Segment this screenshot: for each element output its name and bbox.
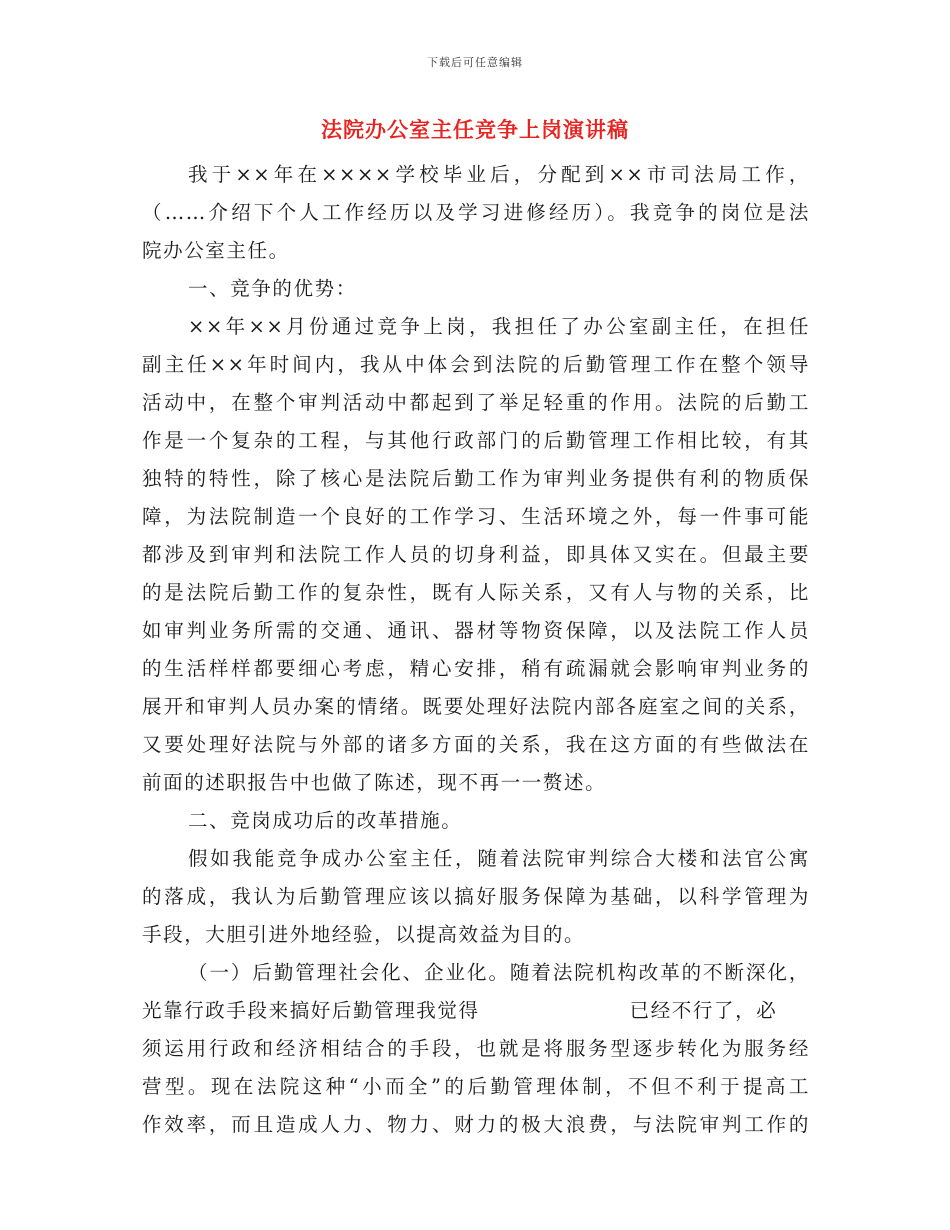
document-body (142, 156, 810, 1144)
paragraph-line: 都涉及到审判和法院工作人员的切身利益，即具体又实在。但最主要 (142, 543, 810, 566)
paragraph-line: 障，为法院制造一个良好的工作学习、生活环境之外，每一件事可能 (142, 505, 810, 528)
paragraph-line: 展开和审判人员办案的情绪。既要处理好法院内部各庭室之间的关系， (142, 695, 810, 718)
paragraph-line: 的生活样样都要细心考虑，精心安排，稍有疏漏就会影响审判业务的 (142, 657, 810, 680)
line-segment-right: 已经不行了，必 (629, 999, 778, 1022)
paragraph-line: 活动中，在整个审判活动中都起到了举足轻重的作用。法院的后勤工 (142, 391, 810, 414)
paragraph-line: 我于××年在××××学校毕业后，分配到××市司法局工作， (188, 163, 810, 186)
paragraph-line: 院办公室主任。 (142, 239, 290, 262)
paragraph-line: 的落成，我认为后勤管理应该以搞好服务保障为基础，以科学管理为 (142, 885, 810, 908)
paragraph-line: 前面的述职报告中也做了陈述，现不再一一赘述。 (142, 771, 607, 794)
paragraph-line: 如审判业务所需的交通、通讯、器材等物资保障，以及法院工作人员 (142, 619, 810, 642)
paragraph-line: 的是法院后勤工作的复杂性，既有人际关系，又有人与物的关系，比 (142, 581, 810, 604)
line-segment-left: 光靠行政手段来搞好后勤管理我觉得 (142, 999, 480, 1022)
paragraph-line: （……介绍下个人工作经历以及学习进修经历）。我竞争的岗位是法 (142, 201, 810, 224)
paragraph-line: 须运用行政和经济相结合的手段，也就是将服务型逐步转化为服务经 (142, 1037, 810, 1060)
paragraph-line: 副主任××年时间内，我从中体会到法院的后勤管理工作在整个领导 (142, 353, 810, 376)
section-heading: 一、竞争的优势： (188, 277, 357, 300)
paragraph-line-split (142, 992, 810, 1030)
header-note: 下载后可任意编辑 (427, 56, 523, 69)
paragraph-line: 作是一个复杂的工程，与其他行政部门的后勤管理工作相比较，有其 (142, 429, 810, 452)
paragraph-line: 作效率，而且造成人力、物力、财力的极大浪费，与法院审判工作的 (142, 1113, 810, 1136)
paragraph-line: 又要处理好法院与外部的诸多方面的关系，我在这方面的有些做法在 (142, 733, 810, 756)
paragraph-line: 手段，大胆引进外地经验，以提高效益为目的。 (142, 923, 586, 946)
document-title: 法院办公室主任竞争上岗演讲稿 (321, 117, 629, 142)
paragraph-line: 假如我能竞争成办公室主任，随着法院审判综合大楼和法官公寓 (188, 847, 810, 870)
paragraph-line: ××年××月份通过竞争上岗，我担任了办公室副主任，在担任 (188, 315, 810, 338)
paragraph-line: 营型。现在法院这种“小而全”的后勤管理体制，不但不利于提高工 (142, 1075, 810, 1098)
paragraph-line: 独特的特性，除了核心是法院后勤工作为审判业务提供有利的物质保 (142, 467, 810, 490)
paragraph-line: （一）后勤管理社会化、企业化。随着法院机构改革的不断深化， (188, 961, 810, 984)
section-heading: 二、竞岗成功后的改革措施。 (188, 809, 463, 832)
